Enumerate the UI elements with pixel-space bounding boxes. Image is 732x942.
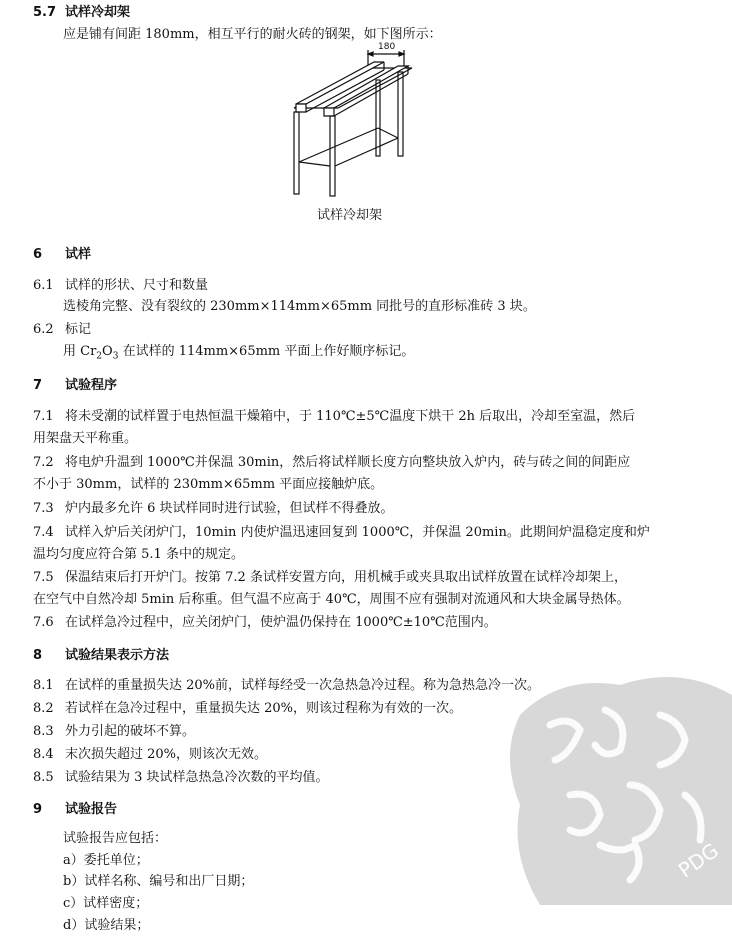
section-7-4-line2: 温均匀度应符合第 5.1 条中的规定。 <box>33 547 244 562</box>
watermark-label: PDG <box>673 838 723 883</box>
section-7-3-line1: 7.3 炉内最多允许 6 块试样同时进行试验，但试样不得叠放。 <box>33 501 394 516</box>
section-6-1-body: 选棱角完整、没有裂纹的 230mm×114mm×65mm 同批号的直形标准砖 3 块。 <box>63 299 536 314</box>
section-7-5-line1: 7.5 保温结束后打开炉门。按第 7.2 条试样安置方向，用机械手或夹具取出试样放置在试样冷却架上， <box>33 570 627 585</box>
section-7-heading: 7 试验程序 <box>33 378 118 393</box>
section-9-intro: 试验报告应包括： <box>63 831 168 846</box>
section-6-1-heading: 6.1 试样的形状、尺寸和数量 <box>33 278 209 293</box>
section-5-7-body: 应是铺有间距 180mm，相互平行的耐火砖的钢架，如下图所示： <box>63 27 442 42</box>
report-item: a）委托单位； <box>63 853 149 868</box>
section-7-6-line1: 7.6 在试样急冷过程中，应关闭炉门，使炉温仍保持在 1000℃±10℃范围内。 <box>33 615 497 630</box>
section-8-5: 8.5 试验结果为 3 块试样急热急冷次数的平均值。 <box>33 770 329 785</box>
section-7-1-line1: 7.1 将未受潮的试样置于电热恒温干燥箱中，于 110℃±5℃温度下烘干 2h 后取出，冷却至室温，然后 <box>33 409 636 424</box>
figure-dimension-label: 180 <box>378 42 396 52</box>
section-8-heading: 8 试验结果表示方法 <box>33 648 170 663</box>
cooling-rack-figure <box>280 40 420 200</box>
section-7-1-line2: 用架盘天平称重。 <box>33 431 138 446</box>
section-5-7-heading: 5.7 试样冷却架 <box>33 5 131 20</box>
section-8-1: 8.1 在试样的重量损失达 20%前，试样每经受一次急热急冷过程。称为急热急冷一次。 <box>33 678 541 693</box>
section-6-2-body: 用 $Cr_2O_3$ 在试样的 114mm×65mm 平面上作好顺序标记。 <box>63 344 415 362</box>
section-7-2-line2: 不小于 30mm，试样的 230mm×65mm 平面应接触炉底。 <box>33 477 384 492</box>
report-item: d）试验结果； <box>63 918 150 933</box>
section-8-2: 8.2 若试样在急冷过程中，重量损失达 20%，则该过程称为有效的一次。 <box>33 701 463 716</box>
section-7-4-line1: 7.4 试样入炉后关闭炉门，10min 内使炉温迅速回复到 1000℃，并保温 20min。此期间炉温稳定度和炉 <box>33 525 650 540</box>
watermark-seal <box>500 655 732 905</box>
section-7-2-line1: 7.2 将电炉升温到 1000℃并保温 30min，然后将试样顺长度方向整块放入炉内，砖与砖之间的间距应 <box>33 455 631 470</box>
section-6-2-heading: 6.2 标记 <box>33 322 92 337</box>
section-6-heading: 6 试样 <box>33 247 92 262</box>
report-item: c）试样密度； <box>63 896 149 911</box>
section-9-heading: 9 试验报告 <box>33 802 118 817</box>
section-8-3: 8.3 外力引起的破坏不算。 <box>33 724 196 739</box>
section-7-5-line2: 在空气中自然冷却 5min 后称重。但气温不应高于 40℃，周围不应有强制对流通风和大块金属导热体。 <box>33 592 630 607</box>
report-item: b）试样名称、编号和出厂日期； <box>63 874 254 889</box>
figure-caption: 试样冷却架 <box>317 208 383 223</box>
section-8-4: 8.4 末次损失超过 20%，则该次无效。 <box>33 747 268 762</box>
